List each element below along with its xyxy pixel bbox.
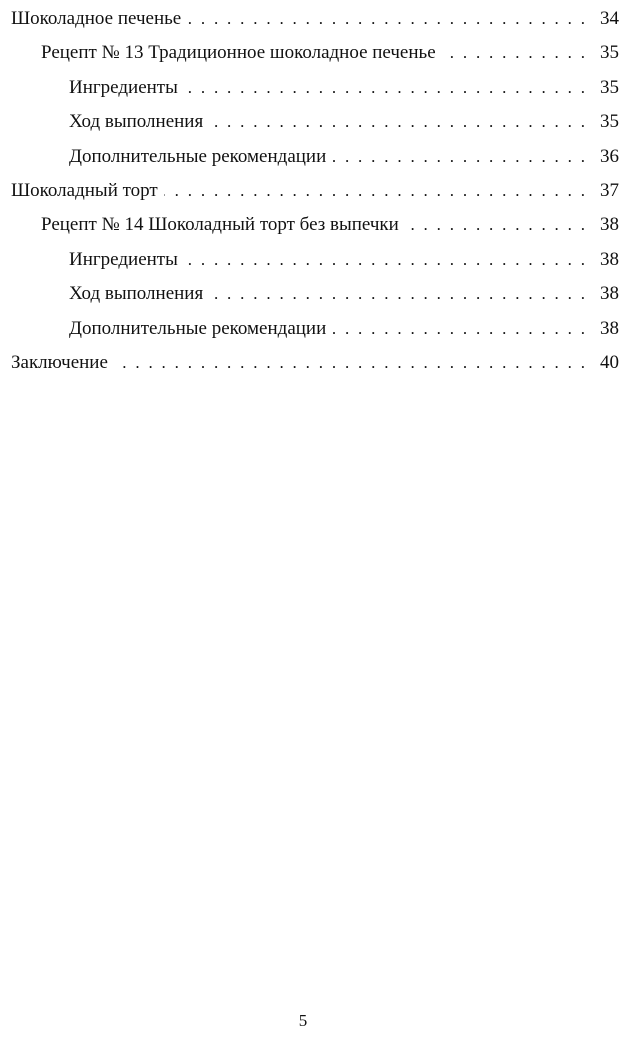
toc-entry-ingredients-14[interactable] — [11, 243, 619, 277]
toc-entry-chocolate-cake[interactable] — [11, 174, 619, 208]
toc-entry-title: Ход выполнения — [69, 283, 204, 305]
toc-entry-recommendations-13[interactable] — [11, 140, 619, 174]
toc-entry-page: 36 — [600, 145, 619, 167]
toc-entry-title: Шоколадное печенье — [11, 8, 182, 29]
dot-leader — [164, 174, 585, 208]
toc-entry-recipe-13[interactable] — [11, 36, 619, 70]
toc-entry-title: Ход выполнения — [69, 111, 204, 133]
table-of-contents — [11, 2, 619, 380]
toc-entry-title: Заключение — [11, 351, 108, 373]
toc-entry-page: 38 — [600, 283, 619, 305]
toc-entry-conclusion[interactable] — [11, 346, 619, 380]
toc-entry-page: 38 — [600, 248, 619, 270]
toc-entry-title: Ингредиенты — [69, 248, 178, 270]
dot-leader — [187, 2, 585, 36]
dot-leader — [114, 346, 585, 380]
toc-entry-title: Шоколадный торт — [11, 179, 158, 201]
toc-entry-procedure-13[interactable] — [11, 105, 619, 139]
toc-entry-page: 35 — [600, 111, 619, 133]
toc-entry-title: Ингредиенты — [69, 76, 178, 98]
toc-entry-page: 37 — [600, 179, 619, 201]
toc-entry-title: Дополнительные рекомендации — [69, 145, 327, 167]
toc-entry-chocolate-cookies[interactable] — [11, 2, 619, 36]
dot-leader — [332, 140, 585, 174]
toc-entry-page: 35 — [600, 42, 619, 64]
dot-leader — [209, 105, 585, 139]
toc-entry-recommendations-14[interactable] — [11, 312, 619, 346]
toc-entry-page: 38 — [600, 317, 619, 339]
toc-entry-title: Дополнительные рекомендации — [69, 317, 327, 339]
toc-entry-title: Рецепт № 13 Традиционное шоколадное печенье — [41, 42, 436, 64]
toc-entry-ingredients-13[interactable] — [11, 71, 619, 105]
toc-entry-page: 34 — [600, 8, 619, 29]
toc-entry-page: 35 — [600, 76, 619, 98]
dot-leader — [184, 71, 585, 105]
toc-entry-title: Рецепт № 14 Шоколадный торт без выпечки — [41, 214, 399, 236]
dot-leader — [332, 312, 585, 346]
dot-leader — [209, 277, 585, 311]
toc-entry-procedure-14[interactable] — [11, 277, 619, 311]
dot-leader — [442, 36, 585, 70]
toc-entry-page: 38 — [600, 214, 619, 236]
page-number: 5 — [298, 1011, 308, 1030]
toc-entry-recipe-14[interactable] — [11, 208, 619, 242]
toc-entry-page: 40 — [600, 351, 619, 373]
dot-leader — [184, 243, 585, 277]
dot-leader — [405, 208, 585, 242]
